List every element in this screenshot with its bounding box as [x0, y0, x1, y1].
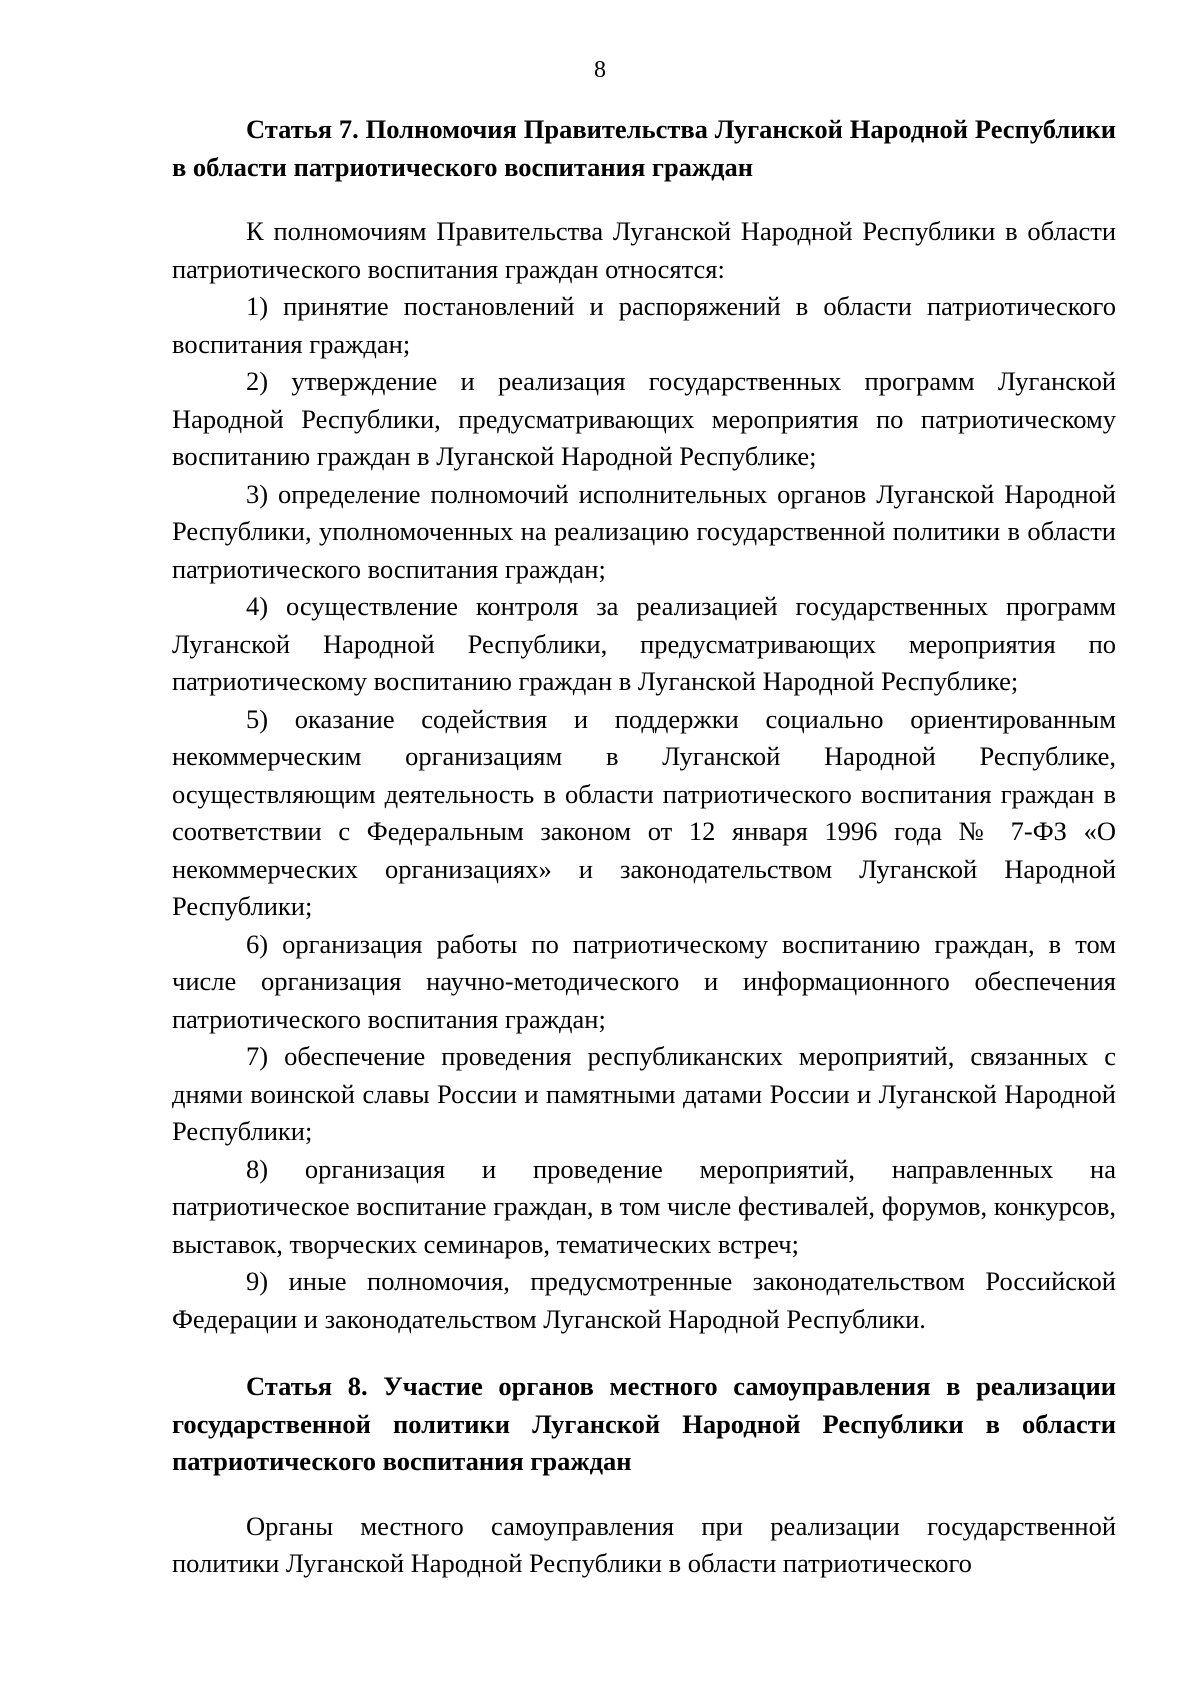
list-item: 1) принятие постановлений и распоряжений в области патриотического воспитания граждан;	[172, 291, 1116, 359]
article-8-intro: Органы местного самоуправления при реализации государственной политики Луганской Народной Республики в области патриотического	[172, 1510, 1116, 1578]
list-item: 9) иные полномочия, предусмотренные законодательством Российской Федерации и законодательством Луганской Народной Республики.	[172, 1266, 1116, 1334]
list-item: 6) организация работы по патриотическому воспитанию граждан, в том числе организация научно-методического и информационного обеспечения патриотического воспитания граждан;	[172, 928, 1116, 1034]
list-item: 5) оказание содействия и поддержки социально ориентированным некоммерческим организациям в Луганской Народной Республике, осуществляющим деятельность в области патриотического воспитания граждан в соответствии с Федеральным законом от 12 января 1996 года № 7-ФЗ «О некоммерческих организациях» и законодательством Луганской Народной Республики;	[172, 703, 1116, 921]
article-8-heading: Статья 8. Участие органов местного самоуправления в реализации государственной политики Луганской Народной Республики в области патриотического воспитания граждан	[172, 1371, 1116, 1476]
page-number: 8	[594, 57, 606, 83]
document-body	[172, 111, 1116, 1583]
list-item: 7) обеспечение проведения республиканских мероприятий, связанных с днями воинской славы России и памятными датами России и Луганской Народной Республики;	[172, 1041, 1116, 1146]
list-item: 3) определение полномочий исполнительных органов Луганской Народной Республики, уполномоченных на реализацию государственной политики в области патриотического воспитания граждан;	[172, 478, 1116, 584]
list-item: 4) осуществление контроля за реализацией государственных программ Луганской Народной Республики, предусматривающих мероприятия по патриотическому воспитанию граждан в Луганской Народной Республике;	[172, 591, 1116, 696]
article-7-heading: Статья 7. Полномочия Правительства Луганской Народной Республики в области патриотического воспитания граждан	[172, 114, 1116, 182]
article-7-intro: К полномочиям Правительства Луганской Народной Республики в области патриотического воспитания граждан относятся:	[172, 216, 1116, 284]
list-item: 2) утверждение и реализация государственных программ Луганской Народной Республики, предусматривающих мероприятия по патриотическому воспитанию граждан в Луганской Народной Республике;	[172, 366, 1116, 471]
list-item: 8) организация и проведение мероприятий, направленных на патриотическое воспитание граждан, в том числе фестивалей, форумов, конкурсов, выставок, творческих семинаров, тематических встреч;	[172, 1153, 1116, 1259]
section-spacer	[172, 1338, 1116, 1368]
